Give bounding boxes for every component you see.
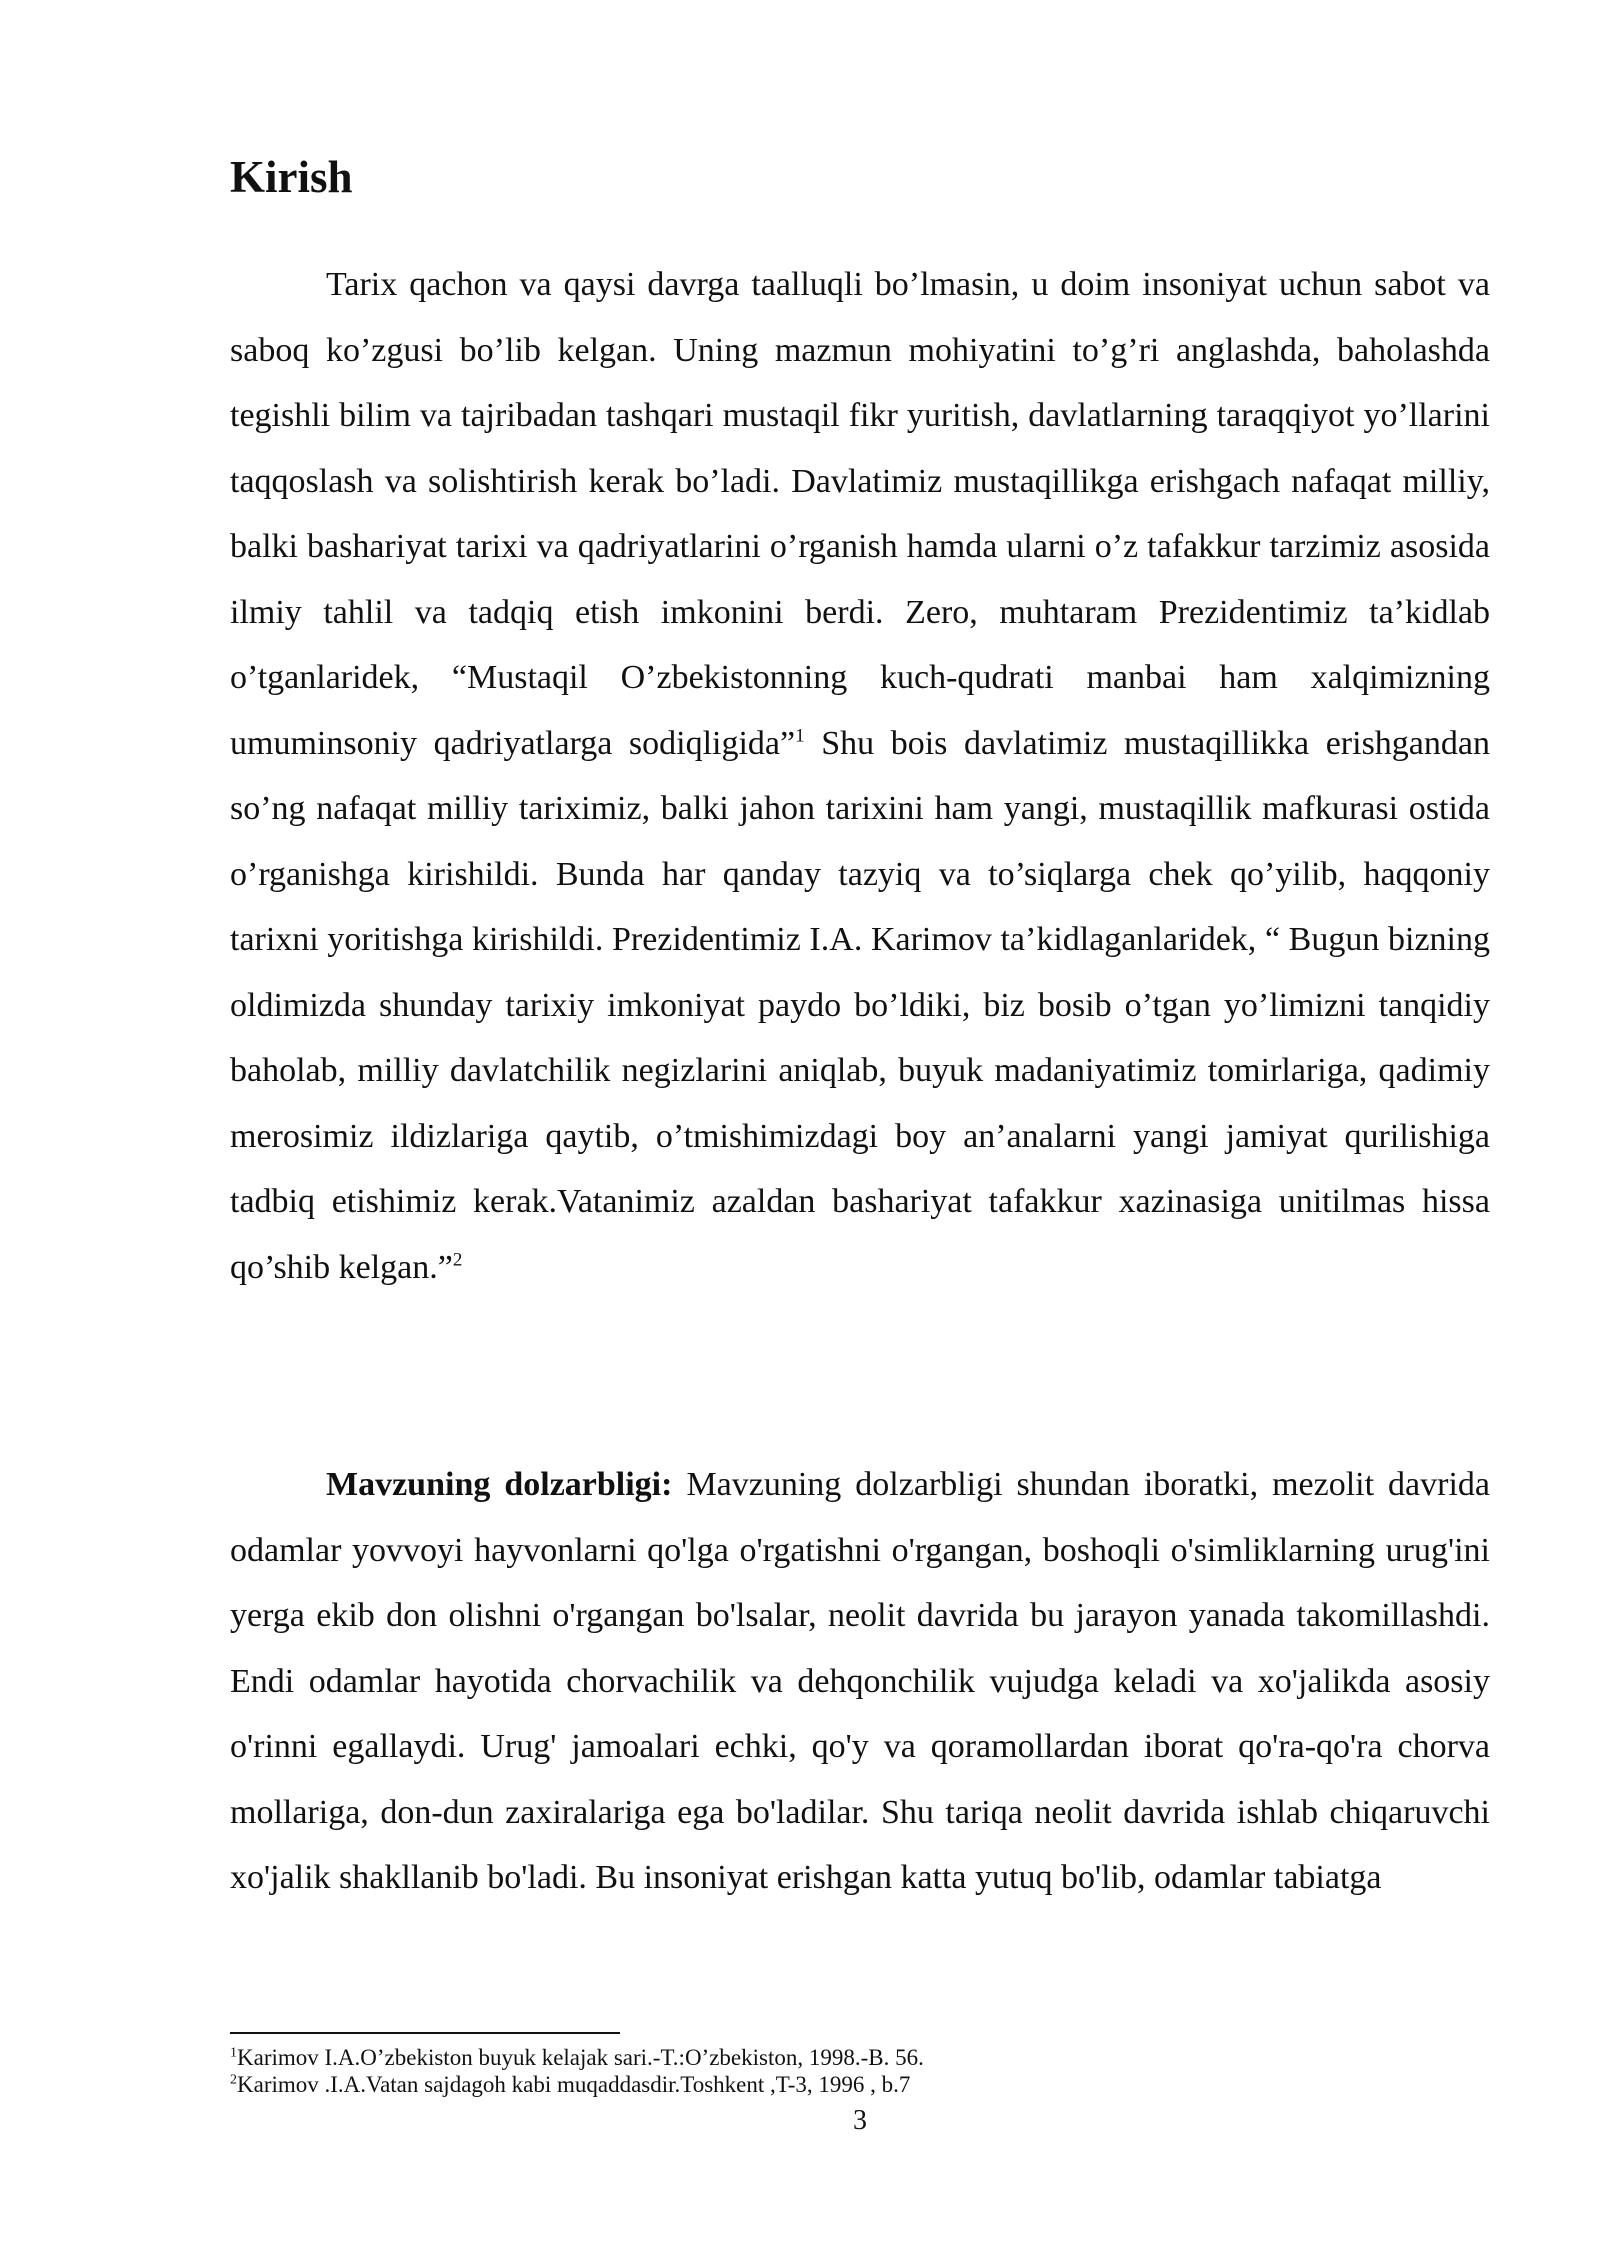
footnote-2 <box>230 2071 1490 2098</box>
intro-paragraph-text-part2: Shu bois davlatimiz mustaqillikka erishgandan so’ng nafaqat milliy tariximiz, balki jahon tarixini ham yangi, mustaqillik mafkurasi ostida o’rganishga kirishildi. Bunda har qanday tazyiq va to’siqlarga chek qo’yilib, haqqoniy tarixni yoritishga kirishildi. Prezidentimiz I.A. Karimov ta’kidlaganlaridek, “ Bugun bizning oldimizda shunday tarixiy imkoniyat paydo bo’ldiki, biz bosib o’tgan yo’limizni tanqidiy baholab, milliy davlatchilik negizlarini aniqlab, buyuk madaniyatimiz tomirlariga, qadimiy merosimiz ildizlariga qaytib, o’tmishimizdagi boy an’analarni yangi jamiyat qurilishiga tadbiq etishimiz kerak.Vatanimiz azaldan bashariyat tafakkur xazinasiga unitilmas hissa qo’shib kelgan.” <box>230 724 1490 1286</box>
page-number: 3 <box>853 2105 867 2136</box>
footnote-1 <box>230 2044 1490 2071</box>
intro-paragraph <box>230 252 1490 1300</box>
relevance-paragraph <box>230 1452 1490 1911</box>
intro-paragraph-text-part1: Tarix qachon va qaysi davrga taalluqli bo’lmasin, u doim insoniyat uchun sabot va saboq ko’zgusi bo’lib kelgan. Uning mazmun mohiyatini to’g’ri anglashda, baholashda tegishli bilim va tajribadan tashqari mustaqil fikr yuritish, davlatlarning taraqqiyot yo’llarini taqqoslash va solishtirish kerak bo’ladi. Davlatimiz mustaqillikga erishgach nafaqat milliy, balki bashariyat tarixi va qadriyatlarini o’rganish hamda ularni o’z tafakkur tarzimiz asosida ilmiy tahlil va tadqiq etish imkonini berdi. Zero, muhtaram Prezidentimiz ta’kidlab o’tganlaridek, “Mustaqil O’zbekistonning kuch-qudrati manbai ham xalqimizning umuminsoniy qadriyatlarga sodiqligida” <box>230 266 1490 762</box>
footnote-reference-1[interactable]: 1 <box>795 725 805 747</box>
footnote-1-marker: 1 <box>230 2045 237 2061</box>
footnote-2-text: Karimov .I.A.Vatan sajdagoh kabi muqaddasdir.Toshkent ,T-3, 1996 , b.7 <box>237 2072 911 2097</box>
footnote-separator <box>230 2032 620 2034</box>
footnote-2-marker: 2 <box>230 2072 237 2088</box>
relevance-paragraph-text: Mavzuning dolzarbligi shundan iboratki, mezolit davrida odamlar yovvoyi hayvonlarni qo'lga o'rgatishni o'rgangan, boshoqli o'simliklarning urug'ini yerga ekib don olishni o'rgangan bo'lsalar, neolit davrida bu jarayon yanada takomillashdi. Endi odamlar hayotida chorvachilik va dehqonchilik vujudga keladi va xo'jalikda asosiy o'rinni egallaydi. Urug' jamoalari echki, qo'y va qoramollardan iborat qo'ra-qo'ra chorva mollariga, don-dun zaxiralariga ega bo'ladilar. Shu tariqa neolit davrida ishlab chiqaruvchi xo'jalik shakllanib bo'ladi. Bu insoniyat erishgan katta yutuq bo'lib, odamlar tabiatga <box>230 1466 1490 1896</box>
relevance-lead-heading: Mavzuning dolzarbligi: <box>326 1466 673 1503</box>
footnote-1-text: Karimov I.A.O’zbekiston buyuk kelajak sari.-T.:O’zbekiston, 1998.-B. 56. <box>237 2045 924 2070</box>
page-heading: Kirish <box>230 152 353 202</box>
footnote-reference-2[interactable]: 2 <box>452 1249 463 1271</box>
footnotes-section <box>230 2044 1490 2098</box>
